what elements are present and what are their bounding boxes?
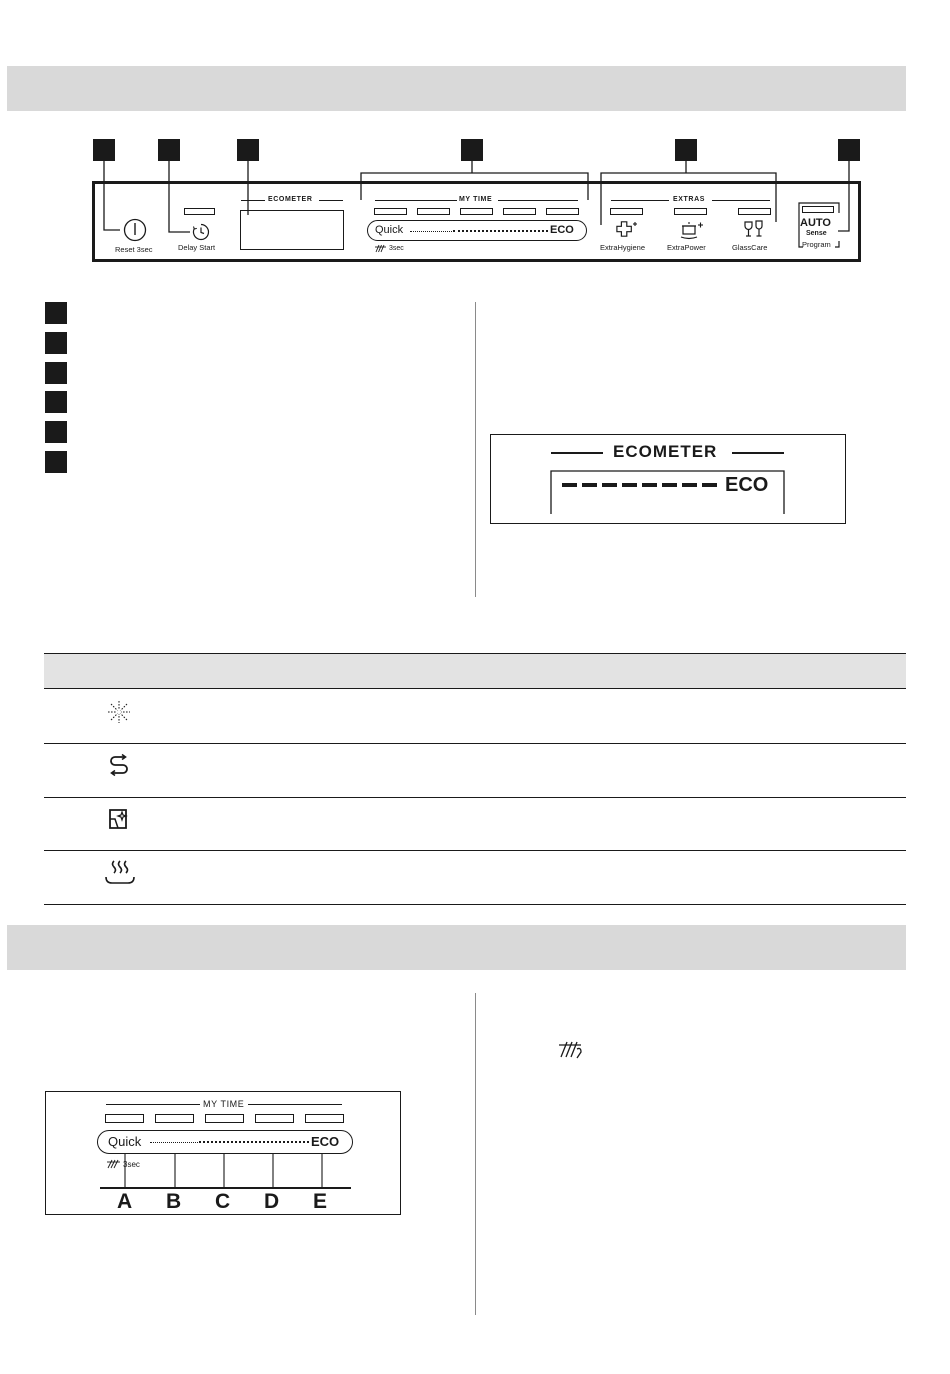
extra-power-icon[interactable] (680, 220, 704, 240)
table-header (44, 653, 906, 689)
tick-label-e: E (313, 1190, 328, 1213)
my-time-figure-label: MY TIME (203, 1099, 245, 1109)
extras-rule-left (611, 200, 669, 201)
table-row-divider-2 (44, 797, 906, 798)
quick-label: Quick (375, 224, 404, 236)
tick-label-c: C (215, 1190, 231, 1213)
column-divider-top (475, 302, 476, 597)
legend-marker-1 (45, 302, 67, 324)
extras-rule-right (712, 200, 770, 201)
column-divider-bottom (475, 993, 476, 1315)
my-time-indicator-1 (374, 208, 407, 215)
auto-label[interactable]: AUTO (800, 217, 831, 229)
tick-label-a: A (117, 1190, 133, 1213)
extra-power-label: ExtraPower (667, 243, 706, 252)
my-time-dashed-track (453, 230, 548, 232)
control-panel (92, 181, 861, 262)
extra-hygiene-label: ExtraHygiene (600, 243, 646, 252)
hand-touch-icon (374, 244, 387, 253)
ecometer-figure-title: ECOMETER (613, 442, 718, 461)
my-time-indicator-2 (417, 208, 450, 215)
delay-start-indicator (184, 208, 215, 215)
my-time-figure-hold: 3sec (123, 1160, 140, 1169)
sense-label: Sense (806, 230, 827, 237)
extra-hygiene-indicator (610, 208, 643, 215)
legend-marker-4 (45, 391, 67, 413)
power-icon[interactable] (123, 218, 147, 242)
ecometer-rule-left (241, 200, 265, 201)
legend-marker-6 (45, 451, 67, 473)
ecometer-rule-right (319, 200, 343, 201)
delay-start-label: Delay Start (178, 243, 216, 252)
glass-care-icon[interactable] (743, 220, 765, 240)
my-time-rule-left (375, 200, 457, 201)
ecometer-label: ECOMETER (268, 196, 313, 203)
my-time-figure-eco: ECO (311, 1134, 340, 1149)
my-time-label: MY TIME (459, 196, 493, 203)
hand-touch-icon-large (557, 1039, 583, 1059)
legend-marker-3 (45, 362, 67, 384)
section-header-band-2 (7, 925, 906, 970)
hold-label: 3sec (389, 245, 404, 252)
extra-hygiene-icon[interactable] (616, 221, 638, 239)
my-time-dotted-track (410, 231, 452, 232)
glass-care-label: GlassCare (732, 243, 768, 252)
legend-marker-5 (45, 421, 67, 443)
ecometer-figure-eco: ECO (725, 474, 769, 496)
delay-start-icon[interactable] (192, 223, 210, 241)
ecometer-figure-rule-right (732, 452, 784, 454)
tick-label-b: B (166, 1190, 182, 1213)
legend-marker-2 (45, 332, 67, 354)
ecometer-figure-rule-left (551, 452, 603, 454)
loop-arrows-icon (107, 753, 131, 777)
glass-star-icon (107, 807, 131, 831)
heat-waves-icon (104, 859, 136, 887)
extras-label: EXTRAS (673, 196, 705, 203)
ecometer-figure (490, 434, 846, 524)
table-row-divider-3 (44, 850, 906, 851)
sparkle-icon (107, 700, 131, 724)
my-time-rule-right (498, 200, 578, 201)
my-time-indicator-4 (503, 208, 536, 215)
ecometer-display (240, 210, 344, 250)
extra-power-indicator (674, 208, 707, 215)
reset-label: Reset 3sec (115, 245, 153, 254)
my-time-indicator-5 (546, 208, 579, 215)
my-time-figure-quick: Quick (108, 1134, 142, 1149)
table-row-divider-1 (44, 743, 906, 744)
tick-label-d: D (264, 1190, 280, 1213)
program-label: Program (802, 240, 831, 249)
my-time-indicator-3 (460, 208, 493, 215)
table-row-divider-4 (44, 904, 906, 905)
glass-care-indicator (738, 208, 771, 215)
eco-label: ECO (550, 224, 574, 236)
